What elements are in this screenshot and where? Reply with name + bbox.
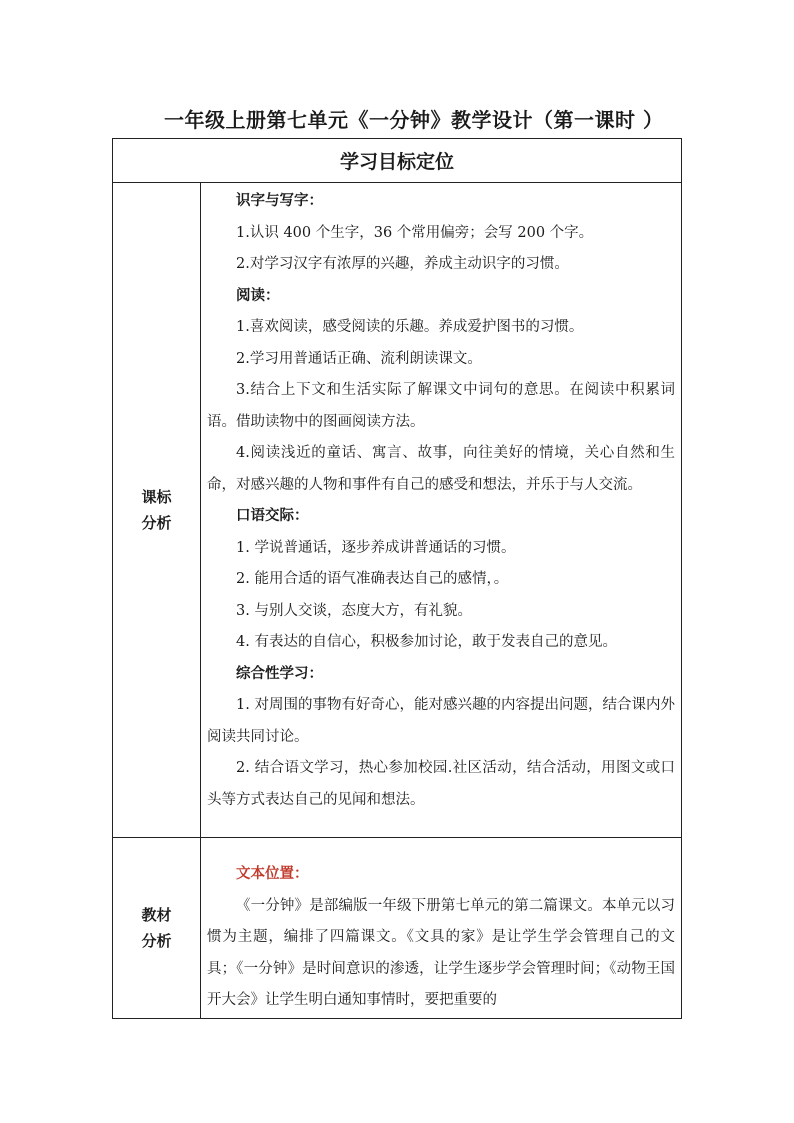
section-heading-comprehensive: 综合性学习： [236, 665, 323, 682]
standards-content [201, 183, 682, 838]
standards-label [113, 183, 201, 838]
section-heading-literacy: 识字与写字： [236, 193, 323, 209]
list-item: 4. 有表达的自信心，积极参加讨论，敢于发表自己的意见。 [236, 634, 617, 650]
table-header: 学习目标定位 [113, 139, 682, 183]
materials-label [113, 838, 201, 1019]
list-item: 1. 对周围的事物有好奇心，能对感兴趣的内容提出问题，结合课内外阅读共同讨论。 [207, 697, 676, 745]
section-heading-reading: 阅读： [236, 287, 280, 304]
label-line: 分析 [141, 932, 172, 950]
document-title: 一年级上册第七单元《一分钟》教学设计（第一课时 ） [164, 108, 664, 132]
materials-content [201, 838, 682, 1019]
spacer [207, 841, 675, 859]
label-line: 教材 [141, 906, 172, 924]
lesson-plan-table [112, 138, 682, 1019]
list-item: 1. 学说普通话，逐步养成讲普通话的习惯。 [236, 539, 516, 556]
section-heading-oral: 口语交际： [236, 508, 309, 524]
list-item: 2.学习用普通话正确、流利朗读课文。 [236, 350, 482, 367]
label-line: 分析 [141, 514, 172, 532]
materials-row [113, 838, 682, 1019]
list-item: 2. 结合语文学习，热心参加校园.社区活动，结合活动，用图文或口头等方式表达自己的见闻和想法。 [207, 760, 676, 808]
list-item: 3. 与别人交谈，态度大方，有礼貌。 [236, 602, 472, 619]
list-item: 3.结合上下文和生活实际了解课文中词句的意思。在阅读中积累词语。借助读物中的图画阅读方法。 [207, 382, 676, 430]
standards-row [113, 183, 682, 838]
paragraph: 《一分钟》是部编版一年级下册第七单元的第二篇课文。本单元以习惯为主题，编排了四篇课文。《文具的家》是让学生学会管理自己的文具；《一分钟》是时间意识的渗透，让学生逐步学会管理时间；《动物王国开大会》让学生明白通知事情时，要把重要的 [207, 897, 676, 1008]
list-item: 1.喜欢阅读，感受阅读的乐趣。养成爱护图书的习惯。 [236, 319, 584, 335]
section-heading-text-position: 文本位置： [236, 866, 309, 882]
label-line: 课标 [141, 488, 172, 506]
list-item: 4.阅读浅近的童话、寓言、故事，向往美好的情境，关心自然和生命，对感兴趣的人物和事件有自己的感受和想法，并乐于与人交流。 [207, 445, 676, 493]
list-item: 1.认识 400 个生字，36 个常用偏旁；会写 200 个字。 [236, 224, 594, 241]
list-item: 2. 能用合适的语气准确表达自己的感情，。 [236, 571, 509, 587]
list-item: 2.对学习汉字有浓厚的兴趣，养成主动识字的习惯。 [236, 256, 569, 272]
table-header-row [113, 139, 682, 183]
